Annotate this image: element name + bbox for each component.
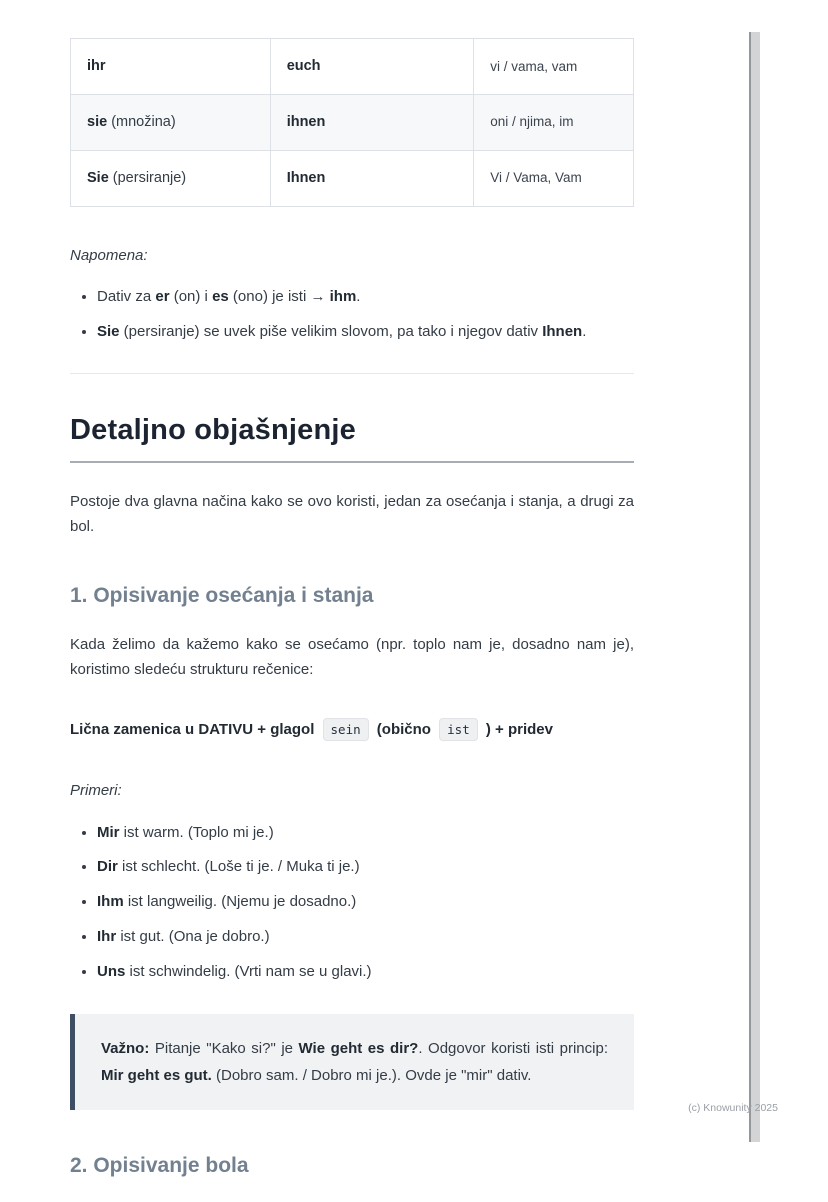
scrollbar[interactable]	[749, 32, 760, 1142]
table-row	[71, 94, 634, 150]
table-cell: Sie (persiranje)	[71, 150, 271, 206]
section-intro: Postoje dva glavna načina kako se ovo koristi, jedan za osećanja i stanja, a drugi za bol.	[70, 492, 634, 536]
sentence-formula: Lična zamenica u DATIVU + glagol sein (obično ist ) + pridev	[70, 717, 634, 743]
table-cell: euch	[270, 39, 474, 95]
section-title: Detaljno objašnjenje	[70, 414, 634, 463]
table-row	[71, 39, 634, 95]
table-cell: Ihnen	[270, 150, 474, 206]
list-item: • Mir ist warm. (Toplo mi je.)	[97, 822, 634, 844]
napomena-list	[70, 286, 634, 343]
divider	[70, 373, 634, 374]
list-item: • Uns ist schwindelig. (Vrti nam se u glavi.)	[97, 961, 634, 983]
list-item: • Ihm ist langweilig. (Njemu je dosadno.)	[97, 891, 634, 913]
table-cell: oni / njima, im	[474, 94, 634, 150]
subsection-2-title: 2. Opisivanje bola	[70, 1154, 249, 1178]
pronoun-table	[70, 38, 634, 207]
table-cell: sie (množina)	[71, 94, 271, 150]
document-page	[70, 0, 634, 1202]
list-item: • Sie (persiranje) se uvek piše velikim slovom, pa tako i njegov dativ Ihnen.	[97, 321, 634, 343]
table-cell: vi / vama, vam	[474, 39, 634, 95]
callout-text: Važno: Pitanje "Kako si?" je Wie geht es dir?. Odgovor koristi isti princip: Mir geht es gut. (Dobro sam. / Dobro mi je.). Ovde je "mir" dativ.	[101, 1040, 608, 1085]
subsection-1-intro: Kada želimo da kažemo kako se osećamo (npr. toplo nam je, dosadno nam je), koristimo sledeću strukturu rečenice:	[70, 635, 634, 679]
list-item: • Dir ist schlecht. (Loše ti je. / Muka ti je.)	[97, 856, 634, 878]
important-callout	[70, 1014, 634, 1110]
napomena-label: Napomena:	[70, 246, 148, 264]
copyright-notice: (c) Knowunity 2025	[688, 1102, 778, 1114]
examples-list	[70, 822, 634, 983]
table-cell: ihnen	[270, 94, 474, 150]
table-cell: ihr	[71, 39, 271, 95]
list-item: • Ihr ist gut. (Ona je dobro.)	[97, 926, 634, 948]
subsection-1-title: 1. Opisivanje osećanja i stanja	[70, 583, 374, 607]
list-item: • Dativ za er (on) i es (ono) je isti → ihm.	[97, 286, 634, 308]
primeri-label: Primeri:	[70, 782, 122, 800]
table-cell: Vi / Vama, Vam	[474, 150, 634, 206]
table-row	[71, 150, 634, 206]
